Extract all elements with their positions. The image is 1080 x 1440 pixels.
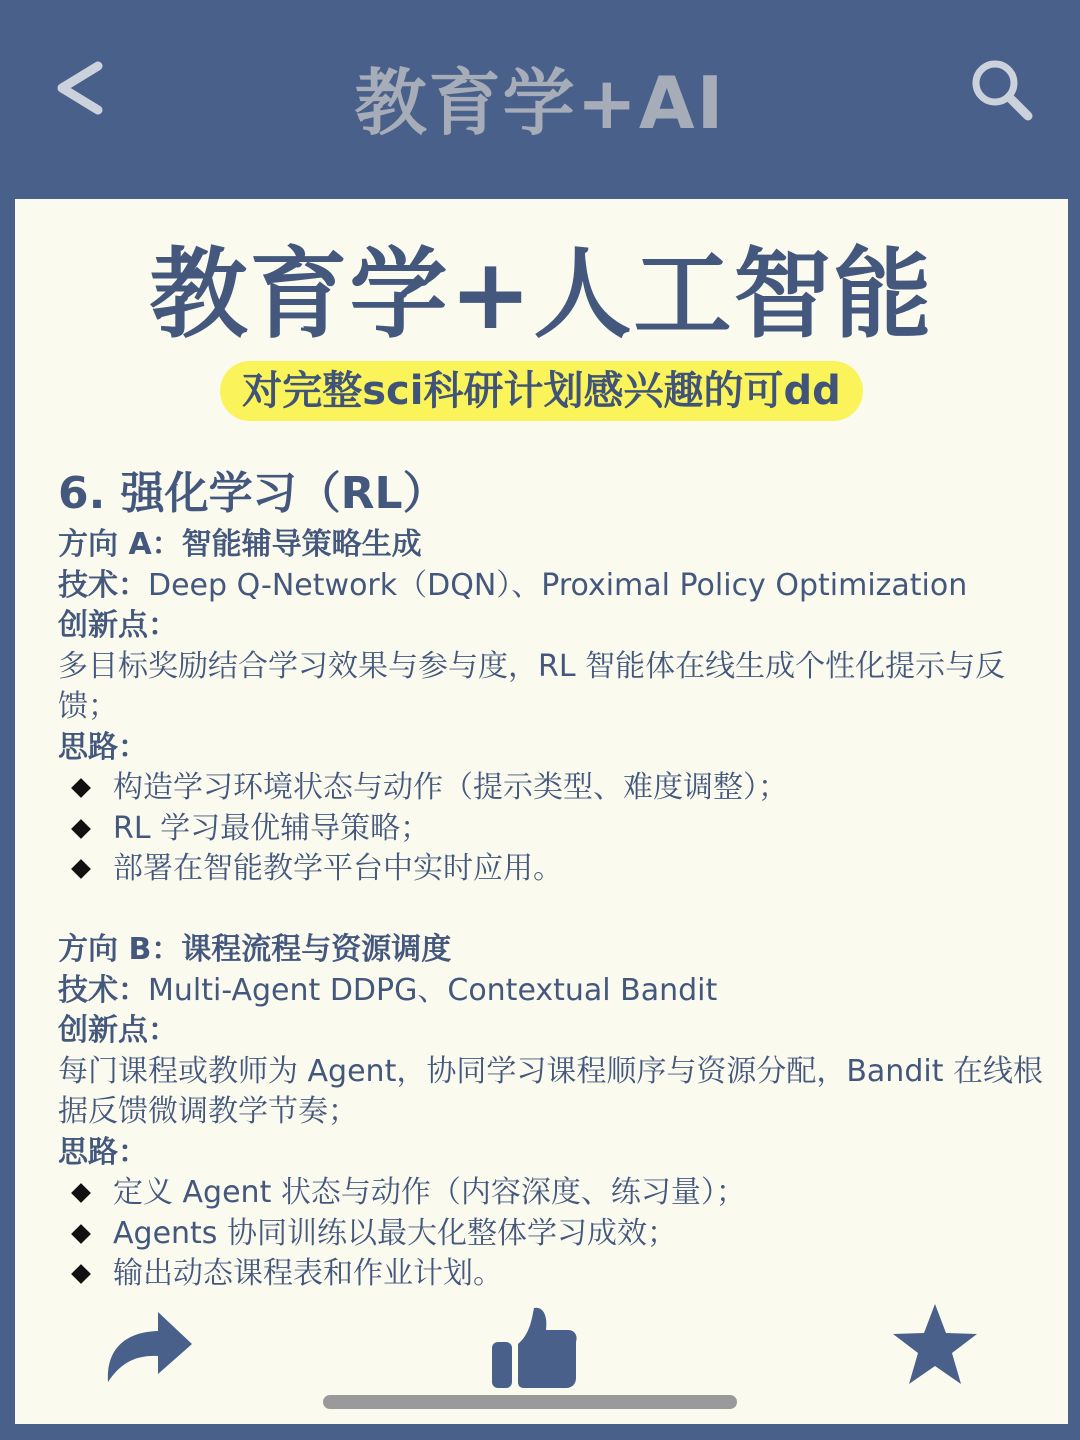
- list-item-text: Agents 协同训练以最大化整体学习成效；: [113, 1215, 677, 1251]
- section-title: 6. 强化学习（RL）: [58, 468, 447, 519]
- home-indicator: [323, 1395, 737, 1409]
- list-item: [58, 768, 1048, 809]
- subtitle-wrapper: [15, 361, 1068, 421]
- diamond-bullet-icon: [71, 1224, 91, 1244]
- top-bar: [0, 0, 1080, 183]
- direction-a-tech: [58, 566, 1048, 607]
- direction-a-innovation: 多目标奖励结合学习效果与参与度，RL 智能体在线生成个性化提示与反馈；: [58, 648, 1006, 724]
- innovation-label: 创新点：: [58, 1013, 178, 1048]
- bottom-action-bar: [0, 1290, 1080, 1440]
- thumbs-up-icon[interactable]: [490, 1304, 578, 1390]
- article-body: [58, 467, 1048, 1295]
- diamond-bullet-icon: [71, 819, 91, 839]
- star-icon[interactable]: [890, 1302, 980, 1388]
- approach-label: 思路：: [58, 729, 148, 765]
- diamond-bullet-icon: [71, 1264, 91, 1284]
- list-item: [58, 849, 1048, 890]
- list-item-text: 定义 Agent 状态与动作（内容深度、练习量）；: [113, 1175, 746, 1210]
- tech-value: Multi-Agent DDPG、Contextual Bandit: [148, 972, 718, 1008]
- content-card: [15, 199, 1068, 1424]
- list-item-text: 构造学习环境状态与动作（提示类型、难度调整）；: [113, 770, 788, 805]
- list-item-text: 部署在智能教学平台中实时应用。: [113, 851, 563, 886]
- tech-label: 技术：: [58, 972, 148, 1008]
- diamond-bullet-icon: [71, 778, 91, 798]
- share-icon[interactable]: [100, 1304, 196, 1384]
- tech-label: 技术：: [58, 567, 148, 603]
- headline: 教育学+人工智能: [149, 238, 934, 352]
- direction-b-tech: [58, 971, 1048, 1012]
- diamond-bullet-icon: [71, 859, 91, 879]
- app-title: 教育学+AI: [354, 61, 726, 145]
- spacer: [58, 890, 1048, 931]
- list-item-text: RL 学习最优辅导策略；: [113, 810, 431, 846]
- direction-a-title: 方向 A：智能辅导策略生成: [58, 527, 422, 562]
- list-item: [58, 1214, 1048, 1255]
- list-item: [58, 1254, 1048, 1295]
- search-icon[interactable]: [968, 56, 1036, 124]
- approach-label: 思路：: [58, 1134, 148, 1170]
- subtitle-highlight: 对完整sci科研计划感兴趣的可dd: [220, 361, 863, 421]
- direction-b-title: 方向 B：课程流程与资源调度: [58, 932, 452, 967]
- tech-value: Deep Q-Network（DQN）、Proximal Policy Optimization: [148, 567, 968, 603]
- list-item: [58, 809, 1048, 850]
- direction-b-innovation: 每门课程或教师为 Agent，协同学习课程顺序与资源分配，Bandit 在线根据反馈微调教学节奏；: [58, 1053, 1043, 1129]
- diamond-bullet-icon: [71, 1183, 91, 1203]
- list-item: [58, 1173, 1048, 1214]
- innovation-label: 创新点：: [58, 608, 178, 643]
- list-item-text: 输出动态课程表和作业计划。: [113, 1256, 503, 1291]
